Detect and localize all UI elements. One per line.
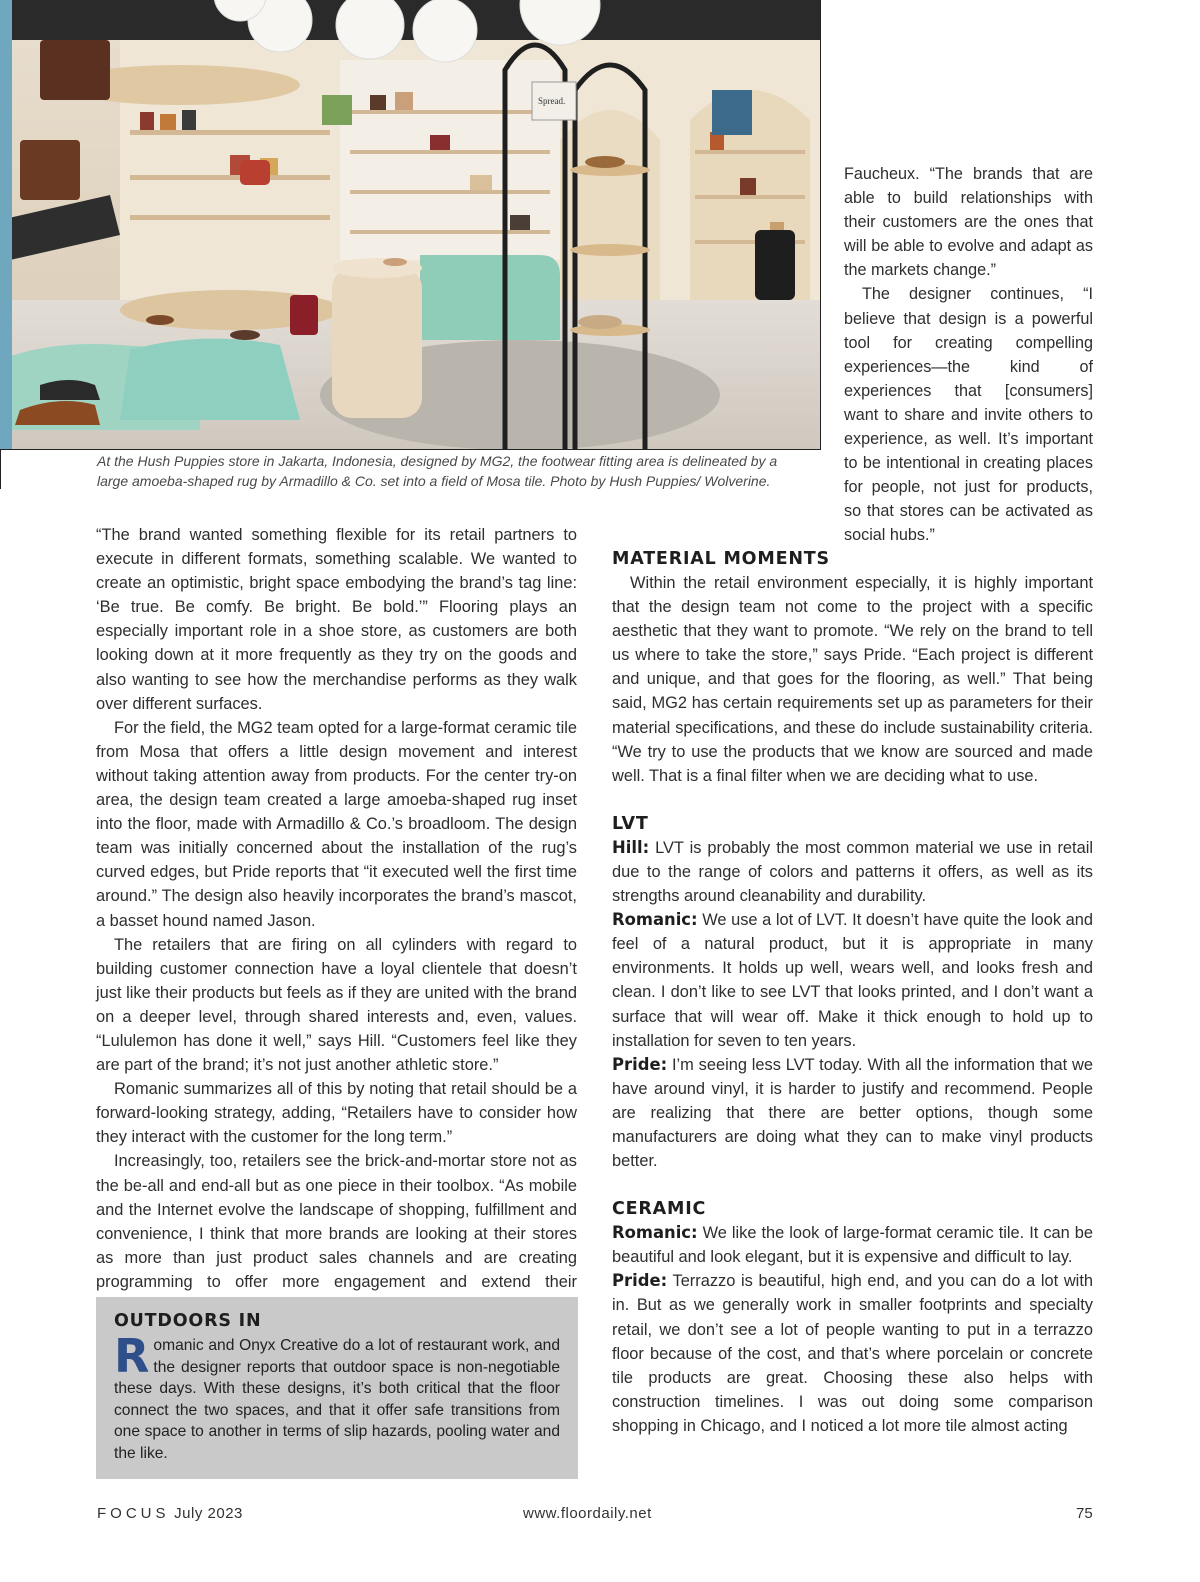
qa-text: We use a lot of LVT. It doesn’t have quite the look and feel of a natural product, but it is appropriate in many environments. It holds up well, wears well, and looks fresh and clean. I don’t like to see LVT that looks printed, and I don’t want a surface that will wear off. Make it thick enough to hold up to installation for seven to ten years. — [612, 911, 1093, 1050]
paragraph: Within the retail environment especially, it is highly important that the design team not come to the project with a specific aesthetic that they want to promote. “We rely on the brand to tell us where to take the store,” says Pride. “Each project is different and unique, and that goes for the flooring, as well.” That being said, MG2 has certain requirements set up as parameters for their material specifications, and these do include sustainability criteria. “We try to use the products that we know are sourced and made well. That is a final filter when we are deciding what to use. — [612, 574, 1093, 785]
sidebar-title: OUTDOORS IN — [114, 1311, 262, 1331]
speaker-name: Pride: — [612, 1054, 668, 1074]
speaker-name: Romanic: — [612, 910, 698, 930]
footer-date: July 2023 — [169, 1505, 243, 1522]
qa-paragraph — [612, 908, 1093, 1053]
qa-paragraph — [612, 1221, 1093, 1269]
store-interior-illustration — [0, 0, 820, 449]
photo-left-rule — [0, 449, 1, 489]
photo-caption: At the Hush Puppies store in Jakarta, Indonesia, designed by MG2, the footwear fitting area is delineated by a large amoeba-shaped rug by Armadillo & Co. set into a field of Mosa tile. Photo by Hush Puppies/ Wolverine. — [97, 453, 778, 489]
right-column — [612, 547, 1093, 1438]
photo-sign-text: Spread. — [538, 96, 566, 106]
spacer — [612, 1173, 1093, 1197]
right-top-column — [844, 162, 1093, 548]
paragraph: For the field, the MG2 team opted for a large-format ceramic tile from Mosa that offers a little design movement and interest without taking attention away from products. For the center try-on area, the design team created a large amoeba-shaped rug inset into the floor, made with Armadillo & Co.’s broadloom. The design team was initially concerned about the installation of the rug’s curved edges, but Pride reports that “it executed well the first time around.” The design also heavily incorporates the brand’s mascot, a basset hound named Jason. — [96, 718, 577, 930]
speaker-name: Romanic: — [612, 1223, 698, 1243]
footer-magazine-name: FOCUS — [97, 1505, 170, 1522]
qa-text: LVT is probably the most common material we use in retail due to the range of colors and patterns it offers, as well as its strengths around cleanability and durability. — [612, 838, 1093, 906]
paragraph: Increasingly, too, retailers see the brick-and-mortar store not as the be-all and end-all but as one piece in their toolbox. “As mobile and the Internet evolve the landscape of shopping, fulfillment and convenience, I think that more brands are looking at their stores as more than just product sales channels and are creating programming to offer more engagement and extend their — [96, 1152, 577, 1291]
qa-text: I’m seeing less LVT today. With all the information that we have around vinyl, it is harder to justify and recommend. People are realizing that there are better options, though some manufacturers are doing what they can to make vinyl products better. — [612, 1055, 1093, 1171]
speaker-name: Hill: — [612, 837, 650, 857]
paragraph: Romanic summarizes all of this by noting that retail should be a forward-looking strategy, adding, “Retailers have to consider how they interact with the customer for the long term.” — [96, 1080, 577, 1147]
section-heading: LVT — [612, 813, 649, 834]
speaker-name: Pride: — [612, 1271, 668, 1291]
paragraph: “The brand wanted something flexible for its retail partners to execute in different formats, something scalable. We wanted to create an optimistic, bright space embodying the brand’s tag line: ‘Be true. Be comfy. Be bright. Be bold.’” Flooring plays an especially important role in a shoe store, as customers are both looking down at it more frequently as they try on the goods and also wanting to see how the merchandise performs as they walk over different surfaces. — [96, 526, 577, 713]
qa-text: We like the look of large-format ceramic tile. It can be beautiful and look elegant, but it is expensive and difficult to lay. — [612, 1224, 1093, 1267]
store-photo — [0, 0, 821, 450]
qa-paragraph — [612, 1269, 1093, 1438]
spacer — [612, 788, 1093, 812]
qa-paragraph — [612, 1053, 1093, 1173]
section-heading: MATERIAL MOMENTS — [612, 549, 830, 569]
section-heading: CERAMIC — [612, 1199, 707, 1220]
footer-publication — [97, 1505, 243, 1522]
left-column — [96, 523, 577, 1318]
footer-website: www.floordaily.net — [523, 1505, 652, 1522]
sidebar-body — [114, 1329, 560, 1464]
qa-text: Terrazzo is beautiful, high end, and you can do a lot with in. But as we generally work in smaller footprints and specialty retail, we don’t see a lot of people wanting to put in a terrazzo floor because of the cost, and that’s where porcelain or concrete tile products are great. Choosing these also helps with construction timelines. I was out doing some comparison shopping in Chicago, and I noticed a lot more tile almost acting — [612, 1272, 1093, 1435]
sidebar-text: omanic and Onyx Creative do a lot of restaurant work, and the designer reports that outdoor space is non-negotiable these days. With these designs, it’s both critical that the floor connect the two spaces, and that it offer safe transitions from one space to another in terms of slip hazards, pooling water and the like. — [114, 1337, 560, 1462]
paragraph: Faucheux. “The brands that are able to build relationships with their customers are the ones that will be able to evolve and adapt as the markets change.” — [844, 165, 1093, 280]
page-number: 75 — [1076, 1505, 1093, 1522]
qa-paragraph — [612, 836, 1093, 908]
paragraph: The designer continues, “I believe that design is a powerful tool for creating compelling experiences—the kind of experiences that [consumers] want to share and invite others to experience, as well. It’s important to be intentional in creating places for people, not just for products, so that stores can be activated as social hubs.” — [844, 285, 1093, 545]
paragraph: The retailers that are firing on all cylinders with regard to building customer connection have a loyal clientele that doesn’t just like their products but feels as if they are united with the brand on a deeper level, through shared interests and, even, values. “Lululemon has done it well,” says Hill. “Customers feel like they are part of the brand; it’s not just another athletic store.” — [96, 935, 577, 1075]
drop-cap: R — [114, 1329, 150, 1383]
outdoors-in-sidebar — [96, 1297, 578, 1479]
